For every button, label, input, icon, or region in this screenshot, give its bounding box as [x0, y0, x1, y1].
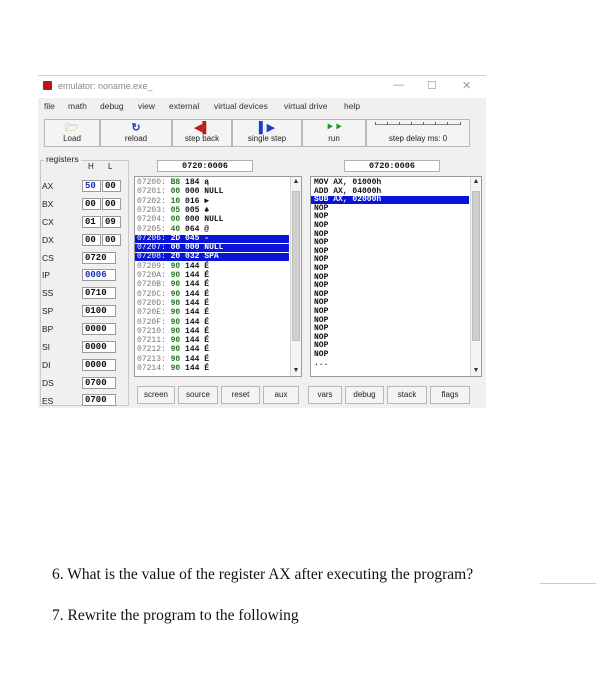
single-step-button[interactable] [232, 119, 302, 147]
memory-char: É [204, 261, 210, 271]
disassembly-line[interactable]: NOP [314, 255, 329, 265]
memory-address: 07211: [137, 336, 166, 346]
memory-address: 07214: [137, 364, 166, 373]
flags-button[interactable]: flags [430, 386, 470, 404]
memory-char: É [204, 280, 210, 290]
reg-sp-value[interactable]: 0100 [82, 305, 116, 317]
stack-button[interactable]: stack [387, 386, 427, 404]
reg-di-name: DI [42, 360, 51, 370]
disassembly-line[interactable]: NOP [314, 298, 329, 308]
memory-address: 07212: [137, 345, 166, 355]
memory-row[interactable] [137, 188, 223, 196]
disassembly-line[interactable]: NOP [314, 289, 329, 299]
memory-hex: 90 [170, 261, 181, 271]
memory-char: - [204, 233, 210, 243]
source-button[interactable]: source [178, 386, 218, 404]
disassembly-line[interactable]: SUB AX, 02000h [314, 195, 382, 205]
memory-decimal: 144 [185, 271, 200, 280]
memory-decimal: 144 [185, 289, 200, 299]
memory-address: 07202: [137, 196, 166, 206]
window-title: emulator: noname.exe_ [58, 81, 153, 91]
memory-row[interactable] [137, 263, 209, 271]
memory-hex: 05 [170, 205, 181, 215]
memory-row[interactable] [137, 300, 209, 308]
memory-hex: 90 [170, 364, 181, 373]
memory-row[interactable] [137, 319, 209, 327]
question-7: 7. Rewrite the program to the following [52, 607, 299, 624]
reg-es-name: ES [42, 396, 54, 406]
reg-sp-name: SP [42, 306, 54, 316]
reg-ds-value[interactable]: 0700 [82, 377, 116, 389]
load-button[interactable] [44, 119, 100, 147]
high-byte-header: H [88, 162, 94, 171]
single-step-icon: ▌▶ [258, 122, 276, 134]
memory-list[interactable] [134, 176, 302, 377]
menu-math[interactable]: math [68, 101, 87, 111]
reg-bx-high[interactable]: 00 [82, 198, 101, 210]
memory-address: 0720C: [137, 289, 166, 299]
run-icon: ⯈⯈ [325, 122, 343, 134]
memory-row[interactable] [137, 253, 219, 261]
reg-ss-name: SS [42, 288, 54, 298]
disassembly-line[interactable]: NOP [314, 221, 329, 230]
folder-icon: 🗁 [65, 122, 79, 134]
memory-char: É [204, 364, 210, 373]
memory-char: É [204, 298, 210, 308]
menu-external[interactable]: external [169, 101, 200, 111]
screen-button[interactable]: screen [137, 386, 175, 404]
memory-address: 0720A: [137, 271, 166, 280]
scroll-up-icon[interactable]: ▲ [472, 178, 480, 185]
memory-hex: B8 [170, 178, 181, 187]
memory-decimal: 144 [185, 261, 200, 271]
memory-hex: 90 [170, 308, 181, 318]
memory-decimal: 064 [185, 224, 200, 234]
memory-address: 07204: [137, 215, 166, 225]
disassembly-line[interactable]: NOP [314, 246, 329, 256]
memory-decimal: 032 [185, 252, 200, 262]
app-icon [43, 81, 52, 90]
reset-button[interactable]: reset [221, 386, 260, 404]
memory-address: 0720E: [137, 308, 166, 318]
memory-row[interactable] [137, 346, 209, 354]
memory-row[interactable] [137, 365, 209, 373]
memory-decimal: 144 [185, 317, 200, 327]
memory-char: É [204, 289, 210, 299]
memory-char: ► [204, 196, 210, 206]
minimize-button[interactable]: — [393, 79, 404, 91]
run-button[interactable] [302, 119, 366, 147]
reg-ds-name: DS [42, 378, 54, 388]
memory-char: SPA [204, 252, 219, 262]
memory-address: 07200: [137, 178, 166, 187]
reg-es-value[interactable]: 0700 [82, 394, 116, 406]
menu-help[interactable]: help [344, 101, 361, 111]
reg-cs-name: CS [42, 253, 54, 263]
step-back-icon: ◀▌ [193, 122, 211, 134]
memory-address: 07209: [137, 261, 166, 271]
memory-decimal: 016 [185, 196, 200, 206]
memory-hex: 00 [170, 243, 181, 253]
disassembly-line[interactable]: NOP [314, 229, 329, 239]
reg-bx-name: BX [42, 199, 54, 209]
scroll-thumb[interactable] [472, 191, 480, 341]
memory-hex: 90 [170, 345, 181, 355]
memory-row[interactable] [137, 291, 209, 299]
memory-address: 07206: [137, 233, 166, 243]
memory-decimal: 144 [185, 326, 200, 336]
disassembly-line[interactable]: NOP [314, 281, 329, 291]
disassembly-line[interactable]: NOP [314, 332, 329, 342]
memory-row[interactable] [137, 272, 209, 280]
run-label: run [328, 134, 340, 143]
memory-decimal: 144 [185, 308, 200, 318]
scroll-thumb[interactable] [292, 191, 300, 341]
memory-row[interactable] [137, 281, 209, 289]
disassembly-line[interactable]: NOP [314, 350, 329, 359]
title-bar [38, 76, 486, 98]
memory-char: NULL [204, 243, 224, 253]
memory-char: É [204, 308, 210, 318]
disassembly-line[interactable]: NOP [314, 324, 329, 334]
reg-ax-low[interactable]: 00 [102, 180, 121, 192]
reg-cs-value[interactable]: 0720 [82, 252, 116, 264]
menu-view[interactable]: view [138, 101, 156, 111]
memory-char: É [204, 345, 210, 355]
disassembly-line[interactable]: NOP [314, 238, 329, 248]
memory-hex: 90 [170, 326, 181, 336]
memory-char: É [204, 271, 210, 280]
memory-row[interactable] [137, 198, 209, 206]
memory-char: ♣ [204, 205, 210, 215]
memory-decimal: 144 [185, 336, 200, 346]
memory-decimal: 144 [185, 364, 200, 373]
reg-dx-high[interactable]: 00 [82, 234, 101, 246]
load-label: Load [63, 134, 81, 143]
menu-virtual-devices[interactable]: virtual devices [214, 101, 268, 111]
reg-bp-name: BP [42, 324, 54, 334]
memory-decimal: 000 [185, 243, 200, 253]
disassembly-line[interactable]: NOP [314, 315, 329, 325]
reload-icon: ↻ [131, 122, 141, 134]
memory-char: @ [204, 224, 210, 234]
memory-hex: 10 [170, 196, 181, 206]
memory-row[interactable] [137, 216, 223, 224]
menu-file[interactable]: file [44, 101, 55, 111]
disassembly-line[interactable]: NOP [314, 212, 329, 222]
memory-hex: 20 [170, 252, 181, 262]
memory-hex: 40 [170, 224, 181, 234]
reg-ax-name: AX [42, 181, 54, 191]
memory-address-field[interactable]: 0720:0006 [157, 160, 253, 172]
memory-decimal: 144 [185, 345, 200, 355]
memory-hex: 90 [170, 336, 181, 346]
maximize-button[interactable]: ☐ [427, 80, 437, 92]
memory-address: 07210: [137, 326, 166, 336]
memory-row[interactable] [137, 226, 209, 234]
memory-decimal: 000 [185, 215, 200, 225]
scroll-up-icon[interactable]: ▲ [292, 178, 300, 185]
reg-ip-value[interactable]: 0006 [82, 269, 116, 281]
emulator-window [38, 76, 486, 408]
memory-hex: 90 [170, 280, 181, 290]
memory-decimal: 144 [185, 298, 200, 308]
single-step-label: single step [247, 134, 287, 143]
memory-hex: 90 [170, 317, 181, 327]
memory-decimal: 184 [185, 178, 200, 187]
memory-row[interactable] [137, 337, 209, 345]
memory-char: É [204, 336, 210, 346]
disassembly-line[interactable]: ADD AX, 04000h [314, 186, 382, 196]
memory-hex: 90 [170, 354, 181, 364]
step-delay-label: step delay ms: 0 [388, 134, 448, 143]
memory-address: 07205: [137, 224, 166, 234]
memory-address: 07203: [137, 205, 166, 215]
registers-title: registers [46, 154, 79, 164]
reg-dx-low[interactable]: 00 [102, 234, 121, 246]
memory-row[interactable] [137, 328, 209, 336]
memory-char: ą [204, 178, 210, 187]
memory-address: 07213: [137, 354, 166, 364]
disassembly-line[interactable]: NOP [314, 307, 329, 316]
memory-decimal: 144 [185, 280, 200, 290]
debug-button[interactable]: debug [345, 386, 384, 404]
toolbar [38, 116, 486, 152]
memory-char: É [204, 317, 210, 327]
vars-button[interactable]: vars [308, 386, 342, 404]
reg-bx-low[interactable]: 00 [102, 198, 121, 210]
menu-virtual-drive[interactable]: virtual drive [284, 101, 328, 111]
memory-scrollbar[interactable] [290, 177, 301, 376]
memory-hex: 90 [170, 298, 181, 308]
reg-cx-low[interactable]: 09 [102, 216, 121, 228]
memory-row[interactable] [137, 235, 209, 243]
step-back-button[interactable] [172, 119, 232, 147]
memory-decimal: 000 [185, 187, 200, 197]
memory-address: 07201: [137, 187, 166, 197]
menu-bar [38, 100, 486, 114]
memory-char: NULL [204, 187, 224, 197]
step-back-label: step back [184, 134, 220, 143]
memory-hex: 2D [170, 233, 181, 243]
disassembly-line[interactable]: NOP [314, 272, 329, 282]
memory-address: 0720F: [137, 317, 166, 327]
memory-row[interactable] [137, 207, 209, 215]
memory-decimal: 144 [185, 354, 200, 364]
memory-address: 07208: [137, 252, 166, 262]
memory-row[interactable] [137, 244, 223, 252]
memory-row[interactable] [137, 356, 209, 364]
memory-decimal: 045 [185, 233, 200, 243]
reg-ip-name: IP [42, 270, 51, 280]
menu-debug[interactable]: debug [100, 101, 124, 111]
reg-si-value[interactable]: 0000 [82, 341, 116, 353]
reg-si-name: SI [42, 342, 51, 352]
disassembly-line[interactable]: MOV AX, 01000h [314, 178, 382, 187]
question-6: 6. What is the value of the register AX after executing the program? [52, 566, 474, 583]
reg-ax-high[interactable]: 50 [82, 180, 101, 192]
memory-address: 0720B: [137, 280, 166, 290]
disassembly-address-field[interactable]: 0720:0006 [344, 160, 440, 172]
memory-hex: 90 [170, 289, 181, 299]
disassembly-line[interactable]: NOP [314, 341, 329, 351]
answer-line [540, 583, 596, 584]
reg-cx-high[interactable]: 01 [82, 216, 101, 228]
reload-button[interactable] [100, 119, 172, 147]
memory-row[interactable] [137, 309, 209, 317]
disassembly-line[interactable]: NOP [314, 203, 329, 213]
memory-hex: 00 [170, 215, 181, 225]
close-button[interactable]: ✕ [462, 80, 472, 92]
memory-decimal: 005 [185, 205, 200, 215]
memory-hex: 00 [170, 187, 181, 197]
memory-address: 07207: [137, 243, 166, 253]
scroll-down-icon[interactable]: ▼ [472, 367, 480, 374]
disassembly-line[interactable]: ... [314, 358, 329, 368]
low-byte-header: L [108, 162, 113, 171]
memory-char: É [204, 354, 210, 364]
reg-dx-name: DX [42, 235, 54, 245]
disassembly-list[interactable] [310, 176, 482, 377]
reload-label: reload [124, 134, 148, 143]
disassembly-line[interactable]: NOP [314, 264, 329, 273]
memory-address: 0720D: [137, 298, 166, 308]
memory-char: NULL [204, 215, 224, 225]
memory-row[interactable] [137, 179, 209, 187]
scroll-down-icon[interactable]: ▼ [292, 367, 300, 374]
aux-button[interactable]: aux [263, 386, 299, 404]
reg-bp-value[interactable]: 0000 [82, 323, 116, 335]
reg-di-value[interactable]: 0000 [82, 359, 116, 371]
reg-ss-value[interactable]: 0710 [82, 287, 116, 299]
memory-char: É [204, 326, 210, 336]
disassembly-scrollbar[interactable] [470, 177, 481, 376]
reg-cx-name: CX [42, 217, 54, 227]
memory-hex: 90 [170, 271, 181, 280]
step-delay-slider[interactable] [375, 124, 461, 130]
